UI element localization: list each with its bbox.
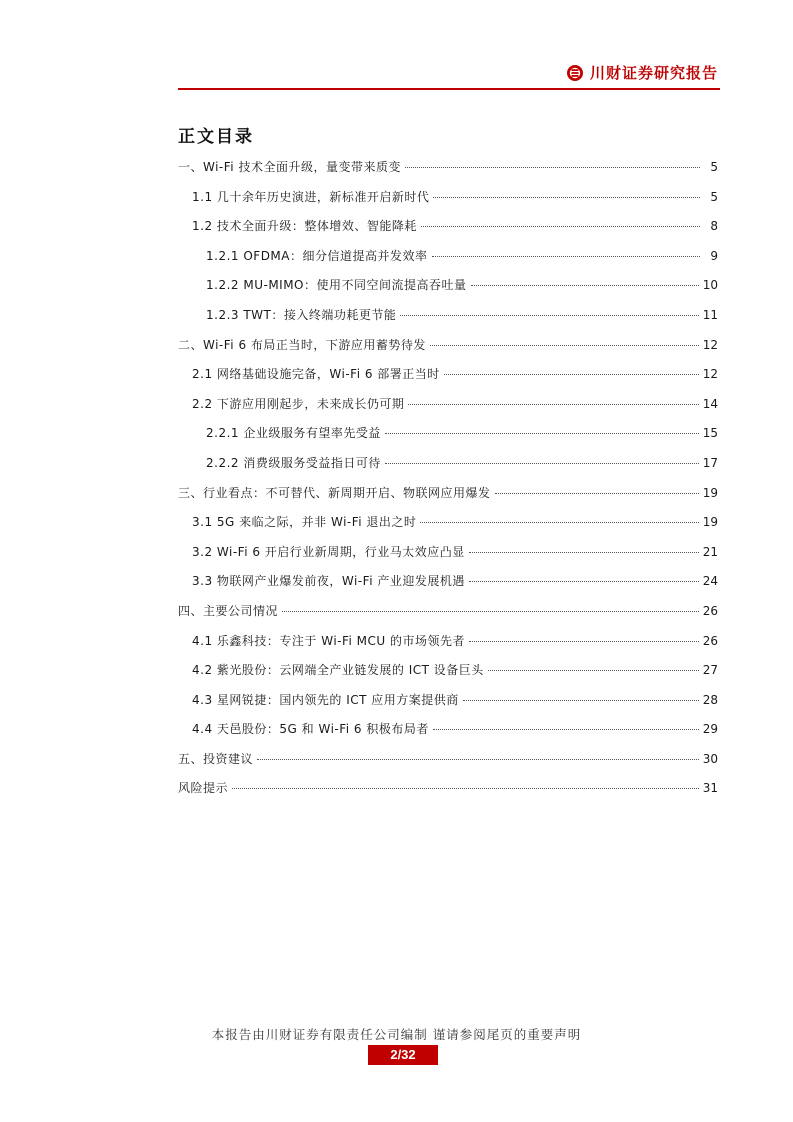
toc-entry-label: 3.2 Wi-Fi 6 开启行业新周期，行业马太效应凸显 [192,544,465,559]
toc-entry[interactable] [178,153,718,183]
toc-page-number: 27 [702,663,718,678]
toc-dot-leader [469,581,699,582]
toc-dot-leader [282,611,699,612]
toc-page-number: 12 [702,367,718,382]
toc-entry-label: 4.3 星网锐捷：国内领先的 ICT 应用方案提供商 [192,692,459,707]
toc-dot-leader [463,700,699,701]
toc-dot-leader [432,256,701,257]
toc-entry[interactable] [178,242,718,272]
toc-entry-label: 2.2.1 企业级服务有望率先受益 [206,426,381,441]
toc-page-number: 17 [702,455,718,470]
toc-entry[interactable] [178,449,718,479]
toc-dot-leader [405,167,700,168]
toc-dot-leader [400,315,698,316]
toc-entry-label: 1.2.2 MU-MIMO：使用不同空间流提高吞吐量 [206,278,467,293]
toc-entry-label: 1.1 几十余年历史演进，新标准开启新时代 [192,189,430,204]
toc-page-number: 9 [710,248,718,263]
toc-entry-label: 1.2 技术全面升级：整体增效、智能降耗 [192,219,417,234]
toc-entry[interactable] [178,331,718,361]
toc-dot-leader [232,788,699,789]
toc-page-number: 30 [702,751,718,766]
toc-page-number: 26 [702,633,718,648]
toc-entry[interactable] [178,597,718,627]
toc-entry-label: 三、行业看点：不可替代、新周期开启、物联网应用爆发 [178,485,491,500]
toc-dot-leader [469,641,699,642]
toc-entry-label: 风险提示 [178,781,229,796]
header-brand [566,62,718,83]
toc-dot-leader [430,345,699,346]
toc-entry-label: 2.2.2 消费级服务受益指日可待 [206,455,381,470]
toc-page-number: 12 [702,337,718,352]
toc-dot-leader [433,197,700,198]
toc-entry[interactable] [178,390,718,420]
toc-entry-label: 4.1 乐鑫科技：专注于 Wi-Fi MCU 的市场领先者 [192,633,465,648]
footer-disclaimer: 本报告由川财证券有限责任公司编制 谨请参阅尾页的重要声明 [211,1027,582,1042]
toc-page-number: 19 [702,485,718,500]
toc-page-number: 15 [702,426,718,441]
toc-dot-leader [420,522,698,523]
toc-entry-label: 1.2.3 TWT：接入终端功耗更节能 [206,307,397,322]
toc-entry[interactable] [178,271,718,301]
toc-entry-label: 3.3 物联网产业爆发前夜，Wi-Fi 产业迎发展机遇 [192,574,465,589]
toc-entry-label: 二、Wi-Fi 6 布局正当时，下游应用蓄势待发 [178,337,426,352]
toc-dot-leader [433,729,699,730]
toc-entry[interactable] [178,183,718,213]
toc-dot-leader [469,552,699,553]
toc-entry[interactable] [178,774,718,804]
toc-entry-label: 四、主要公司情况 [178,603,279,618]
toc-entry-label: 3.1 5G 来临之际，并非 Wi-Fi 退出之时 [192,515,417,530]
toc-dot-leader [444,374,699,375]
toc-dot-leader [421,226,700,227]
toc-entry[interactable] [178,567,718,597]
toc-title: 正文目录 [178,127,254,147]
chuancai-logo-icon [566,64,584,82]
toc-dot-leader [257,759,699,760]
page-header [178,62,718,90]
toc-dot-leader [408,404,698,405]
table-of-contents [178,153,718,804]
page-number-badge: 2/32 [368,1045,438,1065]
toc-page-number: 26 [702,603,718,618]
toc-entry[interactable] [178,508,718,538]
toc-entry[interactable] [178,715,718,745]
toc-page-number: 14 [702,396,718,411]
toc-entry-label: 4.4 天邑股份：5G 和 Wi-Fi 6 积极布局者 [192,722,429,737]
toc-entry-label: 五、投资建议 [178,751,254,766]
toc-page-number: 8 [710,219,718,234]
toc-page-number: 21 [702,544,718,559]
toc-entry-label: 1.2.1 OFDMA：细分信道提高并发效率 [206,248,428,263]
toc-page-number: 31 [702,781,718,796]
toc-entry[interactable] [178,212,718,242]
toc-page-number: 5 [710,189,718,204]
toc-dot-leader [385,463,699,464]
toc-entry[interactable] [178,656,718,686]
header-divider [178,88,720,90]
toc-page-number: 28 [702,692,718,707]
toc-page-number: 11 [702,307,718,322]
toc-entry[interactable] [178,627,718,657]
toc-page-number: 29 [702,722,718,737]
toc-entry[interactable] [178,479,718,509]
toc-page-number: 10 [702,278,718,293]
toc-entry-label: 2.2 下游应用刚起步，未来成长仍可期 [192,396,405,411]
toc-entry-label: 一、Wi-Fi 技术全面升级，量变带来质变 [178,160,401,174]
toc-page-number: 19 [702,515,718,530]
toc-entry[interactable] [178,419,718,449]
toc-entry[interactable] [178,538,718,568]
toc-dot-leader [495,493,699,494]
toc-entry[interactable] [178,360,718,390]
toc-page-number: 5 [710,160,718,174]
toc-dot-leader [385,433,699,434]
toc-entry[interactable] [178,686,718,716]
toc-entry[interactable] [178,301,718,331]
toc-entry-label: 4.2 紫光股份：云网端全产业链发展的 ICT 设备巨头 [192,663,484,678]
toc-dot-leader [488,670,699,671]
brand-name: 川财证券研究报告 [589,64,718,82]
toc-page-number: 24 [702,574,718,589]
toc-dot-leader [471,285,699,286]
toc-entry-label: 2.1 网络基础设施完备，Wi-Fi 6 部署正当时 [192,367,440,382]
toc-entry[interactable] [178,745,718,775]
